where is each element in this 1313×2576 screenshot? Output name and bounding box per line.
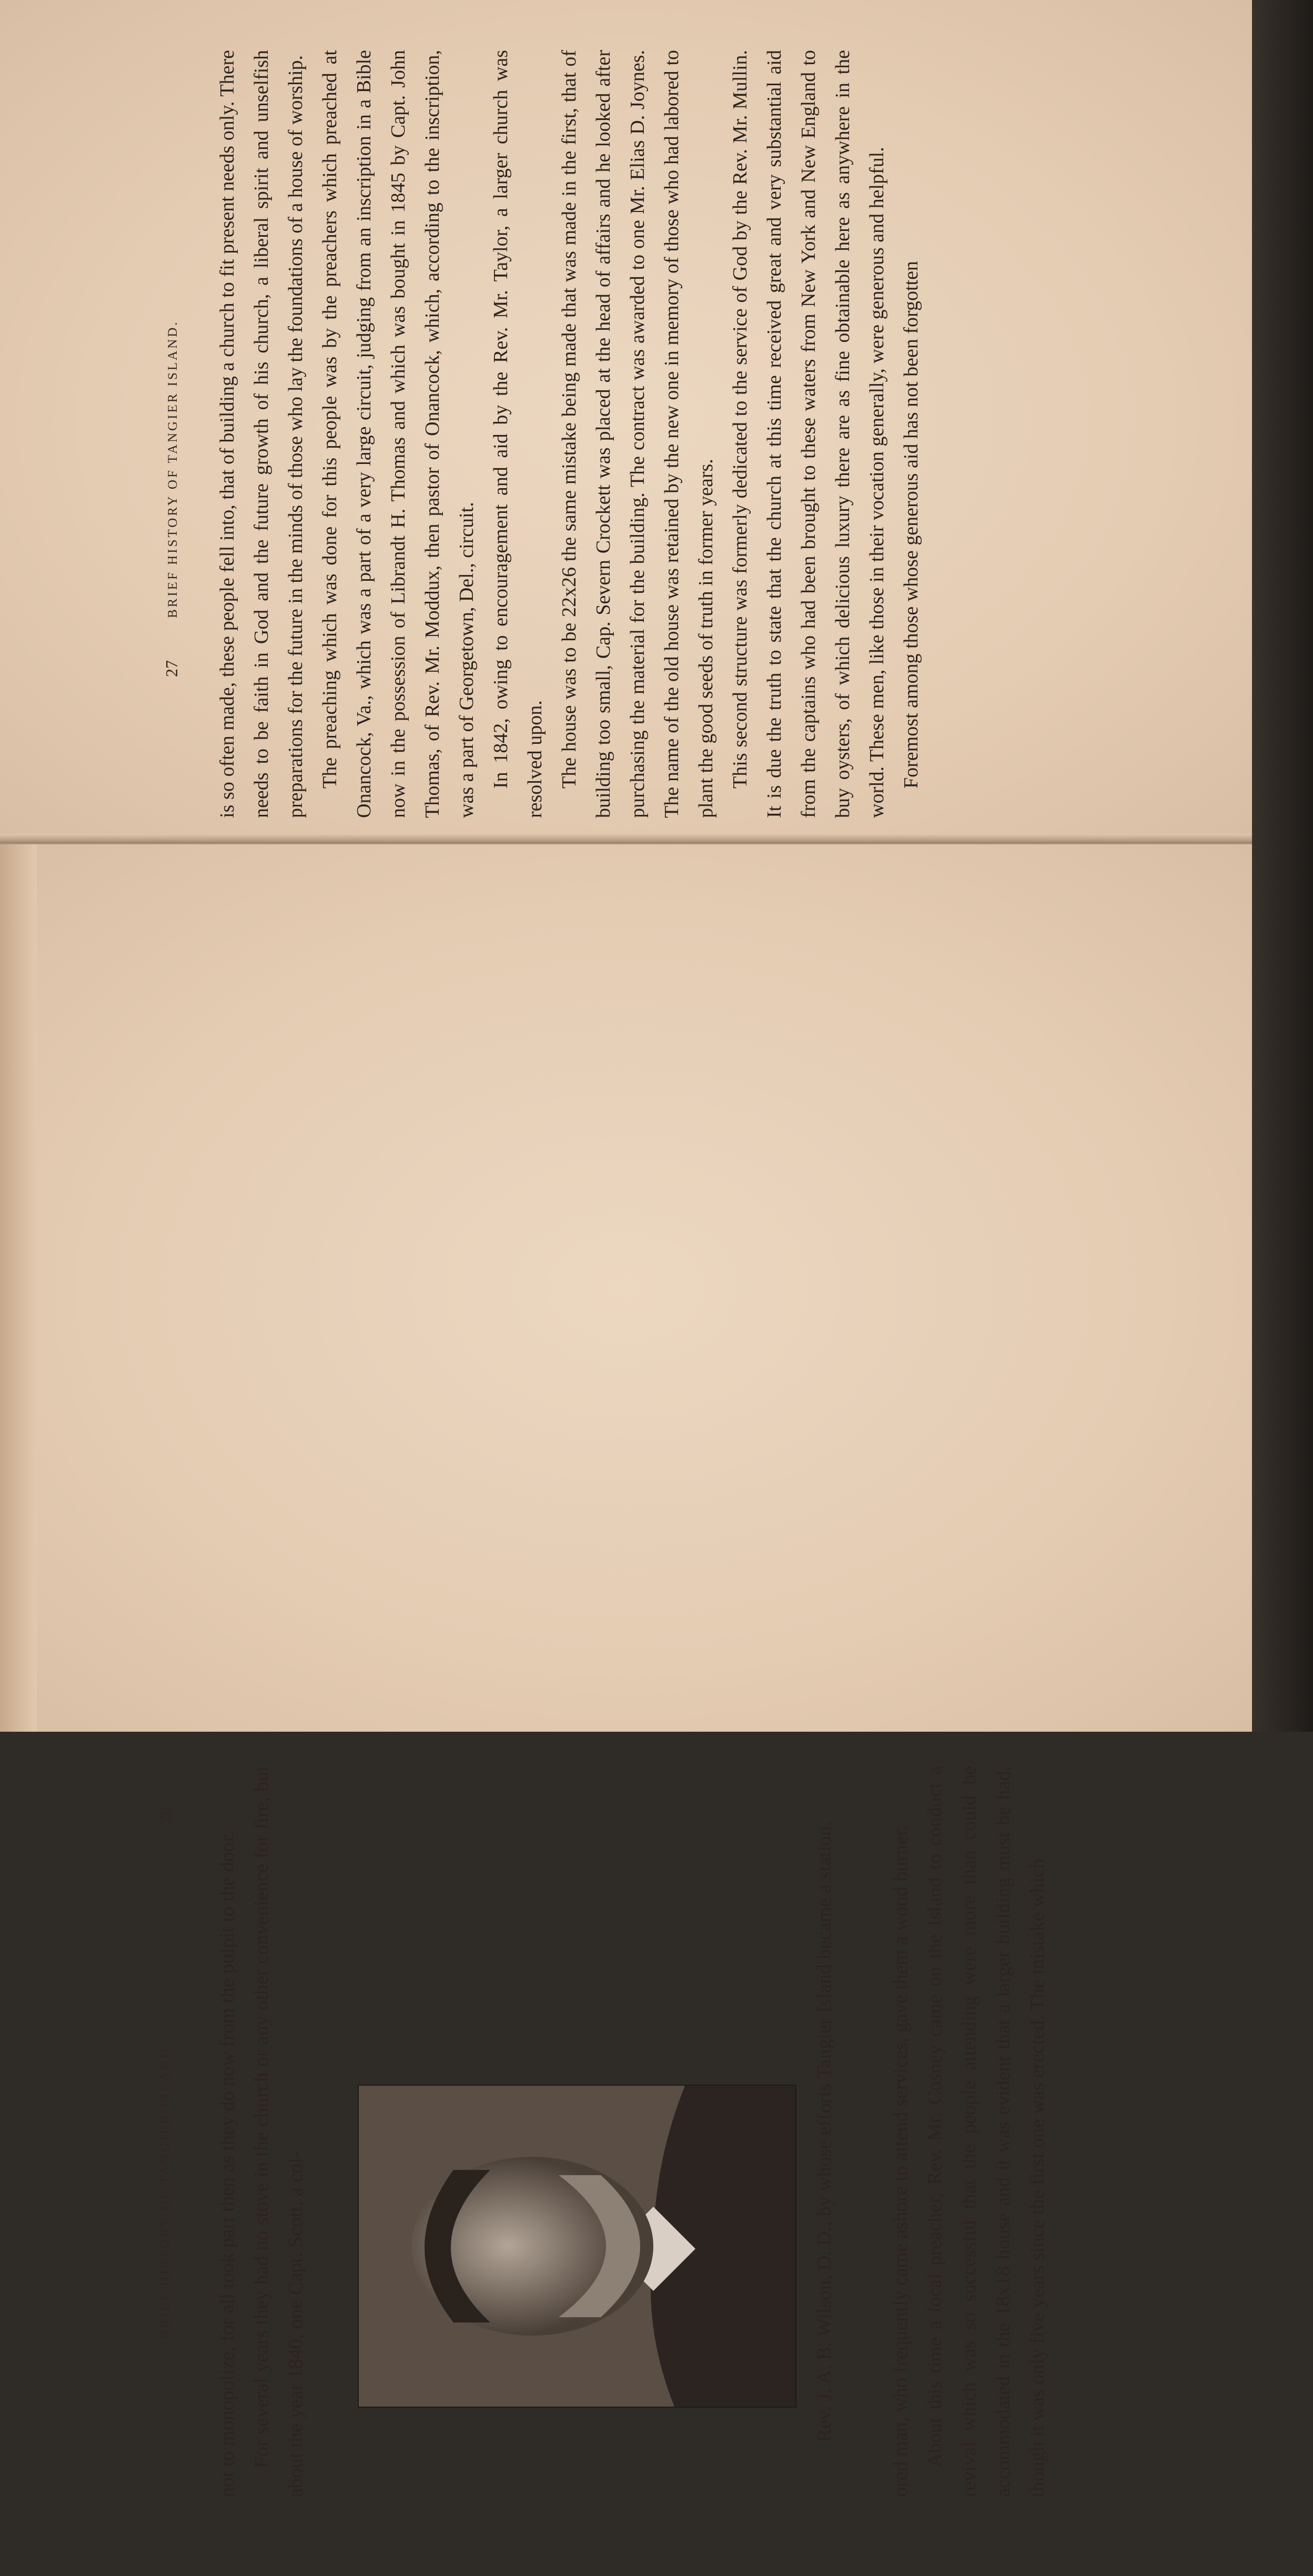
photo-caption: Rev. J. A. B. Wilson, D. D., by whose efforts Tangier Island became a station. bbox=[813, 1821, 835, 2442]
running-header: BRIEF HISTORY OF TANGIER ISLAND. bbox=[158, 2041, 172, 2339]
page-26-body-bottom bbox=[884, 1766, 1055, 2497]
page-number: 26 bbox=[155, 1807, 174, 1824]
paragraph: The house was to be 22x26 the same mistake being made that was made in the first, that of building too small, Cap. Severn Crockett was placed at the head of affairs and he looked after purchasing the material for the building. The contract was awarded to one Mr. Elias D. Joynes. The name of the old house was retained by the new one in memory of those who had labored to plant the good seeds of truth in former years. bbox=[558, 50, 717, 818]
running-header: BRIEF HISTORY OF TANGIER ISLAND. bbox=[166, 320, 180, 618]
page-26-content bbox=[0, 1689, 1252, 2576]
paragraph: ored man, who frequently came ashore to attend services, gave them a wood burner. bbox=[890, 1825, 912, 2497]
paragraph: is so often made, these people fell into, that of building a church to fit present needs only. There needs to be faith in God and the future growth of his church, a liberal spirit and unselfish preparations for the future in the minds of those who lay the foundations of a house of worship. bbox=[216, 50, 307, 818]
paragraph: About this time a local preacher, Rev. Mr. Cosney came on the Island to conduct a revival which was so successful that the people attending were more than could be accommodated in the 18x18 house and it was evident that a larger building must be had, though it was only five years since the first one was erected. The mistake which bbox=[924, 1766, 1048, 2497]
paragraph: The preaching which was done for this people was by the preachers which preached at Onancock, Va., which was a part of a very large circuit, judging from an inscription in a Bible now in the possession of Librandt H. Thomas and which was bought in 1845 by Capt. John Thomas, of Rev. Mr. Moddux, then pastor of Onancock, which, according to the inscription, was a part of Georgetown, Del., circuit. bbox=[319, 50, 478, 818]
paragraph: not to monopolize, for all took part then as they do now from the pulpit to the door. bbox=[216, 1831, 238, 2497]
portrait-illustration bbox=[359, 2086, 795, 2407]
paragraph: Foremost among those whose generous aid has not been forgotten bbox=[900, 261, 922, 789]
paragraph: For several years they had no stove in the church or any other convenience for fire, but about the year 1840, one Capt. Scott, a col- bbox=[250, 1766, 307, 2497]
portrait-photo bbox=[358, 2085, 796, 2408]
page-number: 27 bbox=[162, 660, 181, 677]
paragraph: In 1842, owing to encouragement and aid by the Rev. Mr. Taylor, a larger church was resolved upon. bbox=[490, 50, 546, 818]
page-26 bbox=[0, 844, 1252, 2497]
paragraph: This second structure was formerly dedicated to the service of God by the Rev. Mr. Mullin. It is due the truth to state that the church at this time received great and very substantial aid from the captains who had been brought to these waters from New York and New England to buy oysters, of which delicious luxury there are as fine obtainable here as anywhere in the world. These men, like those in their vocation generally, were generous and helpful. bbox=[729, 50, 888, 818]
page-27-content bbox=[0, 0, 1252, 839]
page-26-body-top bbox=[210, 1766, 313, 2497]
page-27 bbox=[0, 0, 1252, 839]
page-27-body bbox=[210, 50, 1105, 839]
page-edge-shadow bbox=[0, 844, 37, 1732]
